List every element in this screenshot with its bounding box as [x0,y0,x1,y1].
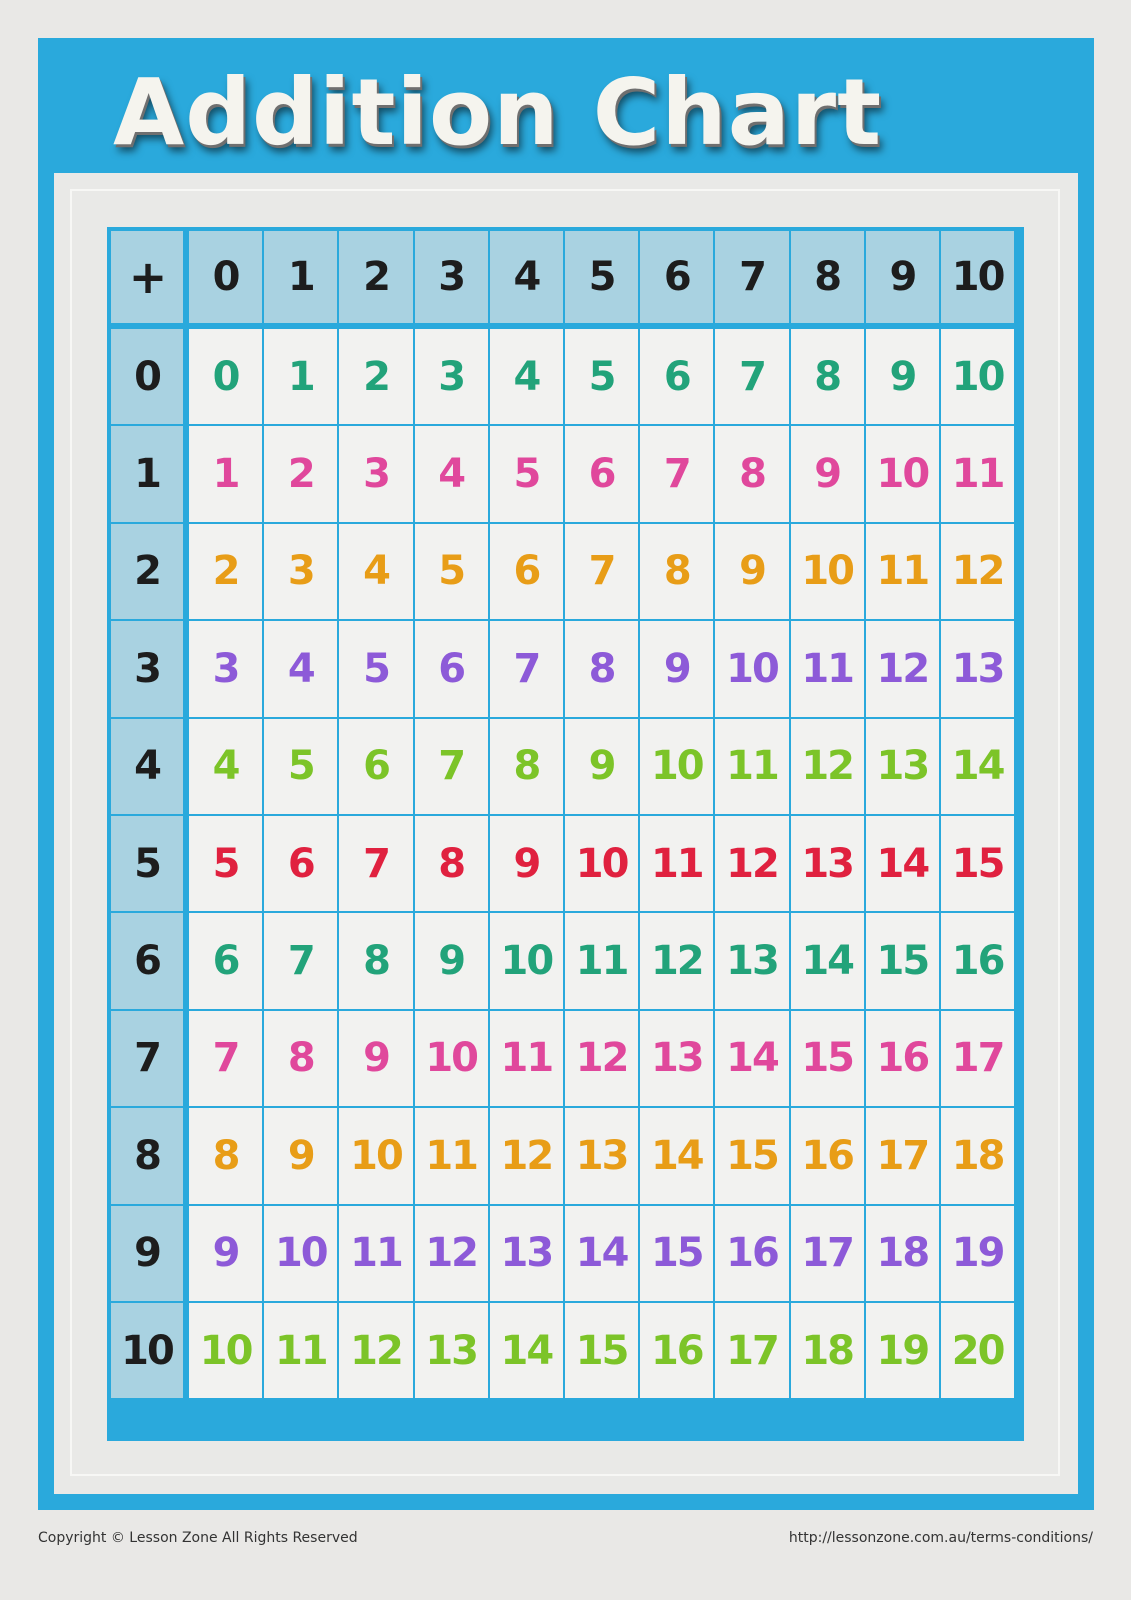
table-cell: 13 [640,1011,713,1106]
table-cell: 6 [415,621,488,716]
column-header: 10 [941,231,1014,323]
table-cell: 8 [189,1108,262,1203]
row-header: 9 [111,1206,183,1301]
table-cell: 7 [640,426,713,521]
chart-panel [54,173,1078,1494]
row-header: 1 [111,426,183,521]
column-header: 1 [264,231,337,323]
table-cell: 7 [565,524,638,619]
table-cell: 13 [715,913,788,1008]
row-header: 8 [111,1108,183,1203]
table-cell: 6 [264,816,337,911]
table-cell: 17 [791,1206,864,1301]
table-cell: 18 [941,1108,1014,1203]
table-cell: 6 [565,426,638,521]
table-cell: 4 [264,621,337,716]
row-header: 0 [111,329,183,424]
table-cell: 18 [866,1206,939,1301]
table-cell: 11 [415,1108,488,1203]
table-cell: 9 [264,1108,337,1203]
table-cell: 3 [189,621,262,716]
table-cell: 16 [640,1303,713,1398]
table-cell: 13 [941,621,1014,716]
table-cell: 13 [415,1303,488,1398]
table-cell: 10 [339,1108,412,1203]
table-cell: 19 [866,1303,939,1398]
table-cell: 10 [415,1011,488,1106]
table-cell: 14 [640,1108,713,1203]
table-cell: 0 [189,329,262,424]
table-cell: 12 [640,913,713,1008]
table-cell: 13 [490,1206,563,1301]
page-title: Addition Chart [113,59,883,166]
table-cell: 11 [866,524,939,619]
table-cell: 12 [415,1206,488,1301]
table-cell: 14 [866,816,939,911]
table-cell: 6 [640,329,713,424]
table-cell: 5 [264,719,337,814]
table-cell: 14 [715,1011,788,1106]
table-cell: 1 [189,426,262,521]
table-cell: 6 [189,913,262,1008]
table-cell: 11 [339,1206,412,1301]
table-cell: 9 [866,329,939,424]
table-cell: 11 [941,426,1014,521]
table-cell: 14 [490,1303,563,1398]
table-cell: 12 [791,719,864,814]
table-cell: 9 [189,1206,262,1301]
table-cell: 15 [941,816,1014,911]
poster [38,38,1094,1510]
table-cell: 4 [415,426,488,521]
table-cell: 15 [866,913,939,1008]
table-cell: 10 [941,329,1014,424]
table-cell: 9 [565,719,638,814]
table-cell: 15 [565,1303,638,1398]
table-cell: 14 [941,719,1014,814]
table-cell: 9 [415,913,488,1008]
table-cell: 2 [189,524,262,619]
table-cell: 5 [339,621,412,716]
table-cell: 16 [791,1108,864,1203]
table-cell: 10 [715,621,788,716]
column-header: 5 [565,231,638,323]
column-header: 9 [866,231,939,323]
table-cell: 9 [339,1011,412,1106]
row-header: 5 [111,816,183,911]
table-cell: 8 [640,524,713,619]
row-header: 10 [111,1303,183,1398]
table-cell: 11 [715,719,788,814]
table-cell: 10 [490,913,563,1008]
table-cell: 8 [715,426,788,521]
table-cell: 4 [339,524,412,619]
table-cell: 5 [565,329,638,424]
table-cell: 3 [339,426,412,521]
table-cell: 4 [189,719,262,814]
table-cell: 11 [791,621,864,716]
table-cell: 13 [866,719,939,814]
table-cell: 18 [791,1303,864,1398]
table-cell: 16 [866,1011,939,1106]
table-cell: 11 [490,1011,563,1106]
table-cell: 8 [565,621,638,716]
table-cell: 11 [264,1303,337,1398]
table-cell: 13 [565,1108,638,1203]
table-cell: 17 [866,1108,939,1203]
table-cell: 6 [490,524,563,619]
column-header: 6 [640,231,713,323]
row-header: 6 [111,913,183,1008]
table-cell: 7 [339,816,412,911]
table-cell: 19 [941,1206,1014,1301]
table-cell: 7 [264,913,337,1008]
table-cell: 17 [715,1303,788,1398]
column-header: 3 [415,231,488,323]
corner-plus-sign: + [111,231,183,323]
table-cell: 8 [791,329,864,424]
table-cell: 9 [791,426,864,521]
table-cell: 8 [264,1011,337,1106]
table-cell: 8 [339,913,412,1008]
table-cell: 5 [189,816,262,911]
column-header: 2 [339,231,412,323]
table-cell: 14 [565,1206,638,1301]
table-cell: 15 [715,1108,788,1203]
column-header: 8 [791,231,864,323]
table-cell: 2 [264,426,337,521]
table-cell: 10 [264,1206,337,1301]
table-cell: 2 [339,329,412,424]
row-header: 3 [111,621,183,716]
table-cell: 12 [339,1303,412,1398]
table-cell: 12 [941,524,1014,619]
table-cell: 16 [941,913,1014,1008]
table-cell: 11 [640,816,713,911]
table-cell: 12 [866,621,939,716]
table-cell: 10 [791,524,864,619]
addition-table [107,227,1024,1441]
table-cell: 20 [941,1303,1014,1398]
row-header: 7 [111,1011,183,1106]
table-cell: 12 [715,816,788,911]
row-header: 4 [111,719,183,814]
table-cell: 7 [189,1011,262,1106]
table-cell: 10 [640,719,713,814]
table-cell: 8 [490,719,563,814]
table-cell: 3 [264,524,337,619]
table-cell: 12 [565,1011,638,1106]
table-cell: 15 [791,1011,864,1106]
table-cell: 7 [715,329,788,424]
table-cell: 10 [565,816,638,911]
table-cell: 5 [490,426,563,521]
table-cell: 16 [715,1206,788,1301]
terms-link[interactable]: http://lessonzone.com.au/terms-conditions/ [788,1530,1093,1546]
column-header: 0 [189,231,262,323]
table-cell: 3 [415,329,488,424]
table-cell: 10 [866,426,939,521]
table-cell: 5 [415,524,488,619]
table-cell: 17 [941,1011,1014,1106]
table-cell: 12 [490,1108,563,1203]
table-cell: 10 [189,1303,262,1398]
table-cell: 9 [490,816,563,911]
table-cell: 1 [264,329,337,424]
table-cell: 8 [415,816,488,911]
table-cell: 11 [565,913,638,1008]
table-cell: 9 [640,621,713,716]
column-header: 4 [490,231,563,323]
table-cell: 13 [791,816,864,911]
table-cell: 6 [339,719,412,814]
table-cell: 4 [490,329,563,424]
table-cell: 14 [791,913,864,1008]
column-header: 7 [715,231,788,323]
table-cell: 7 [415,719,488,814]
copyright-text: Copyright © Lesson Zone All Rights Reserved [38,1530,358,1546]
table-cell: 7 [490,621,563,716]
row-header: 2 [111,524,183,619]
table-cell: 15 [640,1206,713,1301]
table-cell: 9 [715,524,788,619]
